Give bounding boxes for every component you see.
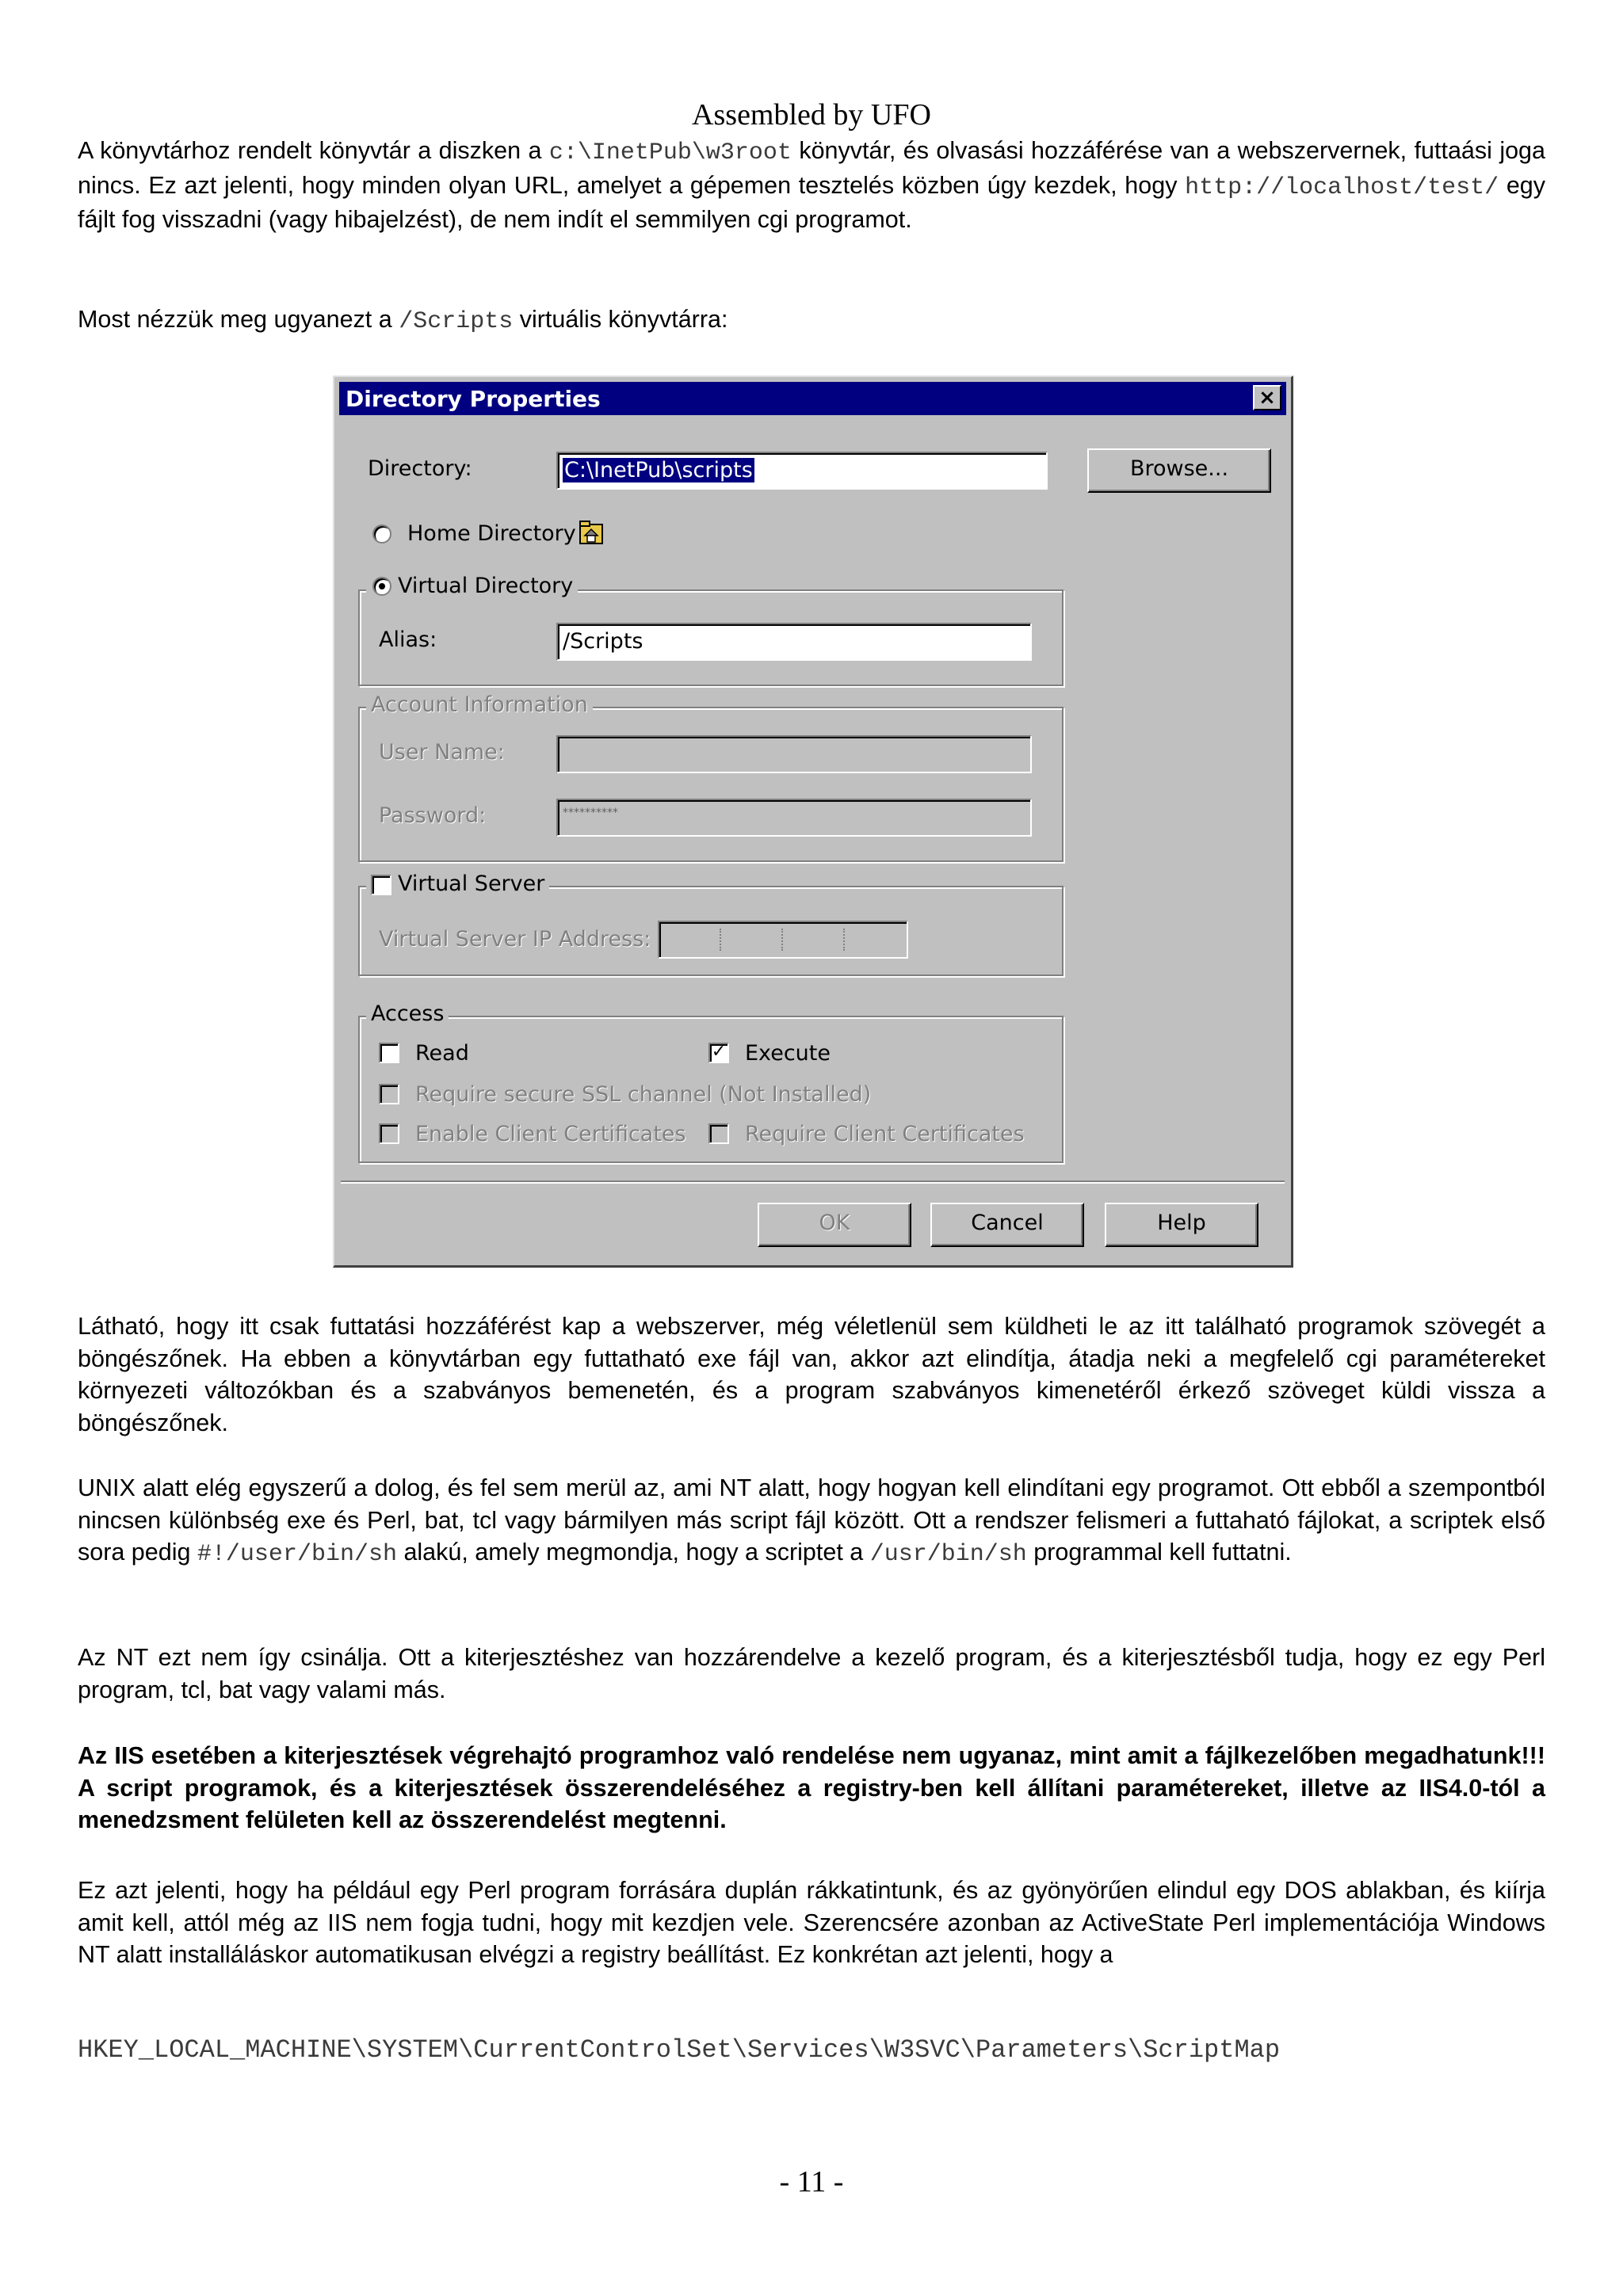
dialog-title: Directory Properties xyxy=(346,386,601,412)
cancel-button[interactable]: Cancel xyxy=(930,1203,1084,1247)
page-number: - 11 - xyxy=(779,2165,844,2199)
code-url: http://localhost/test/ xyxy=(1185,174,1499,201)
user-name-input xyxy=(556,735,1032,773)
ok-button: OK xyxy=(758,1203,911,1247)
require-client-certs-label: Require Client Certificates xyxy=(745,1122,1025,1146)
directory-value: C:\InetPub\scripts xyxy=(564,458,753,482)
paragraph-1 xyxy=(78,135,1545,236)
virtual-directory-legend xyxy=(366,574,578,598)
code-sh-path: /usr/bin/sh xyxy=(869,1541,1027,1568)
directory-input[interactable] xyxy=(556,452,1048,490)
help-button[interactable]: Help xyxy=(1105,1203,1258,1247)
virtual-server-checkbox[interactable] xyxy=(371,875,391,895)
ip-separator xyxy=(720,929,723,951)
virtual-server-ip-input xyxy=(658,921,908,959)
virtual-server-ip-label: Virtual Server IP Address: xyxy=(379,927,651,952)
paragraph-text: alakú, amely megmondja, hogy a scriptet a xyxy=(396,1539,870,1566)
paragraph-text: UNIX alatt elég egyszerű a dolog, és fel sem merül az, ami NT alatt, hogy hogyan kell elindítani egy programot. Ott ebből a szempontból nincsen különbség exe és Perl, bat, tcl vagy bármilyen más script fájl között. Ott a rendszer felismeri a futtaható fájlokat, a scriptek első sora pedig xyxy=(78,1474,1545,1566)
paragraph-5: Az NT ezt nem így csinálja. Ott a kiterjesztéshez van hozzárendelve a kezelő program, és a kiterjesztésből tudja, hogy ez egy Perl program, tcl, bat vagy valami más. xyxy=(78,1644,1545,1703)
user-name-label: User Name: xyxy=(379,740,505,765)
paragraph-6: Az IIS esetében a kiterjesztések végrehajtó programhoz való rendelése nem ugyanaz, mint amit a fájlkezelőben megadhatunk!!! A script programok, és a kiterjesztések összerendeléséhez a registry-ben kell állítani paramétereket, illetve az IIS4.0-tól a menedzsment felületen kell az összerendelést megtenni. xyxy=(78,1742,1545,1833)
password-label: Password: xyxy=(379,803,487,828)
directory-label-text: Directory: xyxy=(368,456,472,481)
enable-client-certs-checkbox xyxy=(379,1123,399,1144)
virtual-directory-label: Virtual Directory xyxy=(398,574,574,598)
password-input: ********** xyxy=(556,799,1032,837)
require-ssl-checkbox xyxy=(379,1084,399,1104)
dialog-separator xyxy=(341,1180,1285,1184)
radio-selected-dot xyxy=(379,583,385,589)
read-checkbox[interactable] xyxy=(379,1043,399,1063)
paragraph-text: programmal kell futtatni. xyxy=(1026,1539,1292,1566)
paragraph-text: könyvtár, és olvasási hozzáférése van a webszervernek, futtaási joga nincs. Ez azt jelenti, hogy minden olyan URL, amelyet a gépemen tesztelés közben úgy kezdek, hogy xyxy=(78,137,1545,199)
registry-path: HKEY_LOCAL_MACHINE\SYSTEM\CurrentControlSet\Services\W3SVC\Parameters\ScriptMap xyxy=(78,2035,1281,2065)
code-path: c:\InetPub\w3root xyxy=(548,139,792,166)
paragraph-3: Látható, hogy itt csak futtatási hozzáférést kap a webszerver, még véletlenül sem küldheti le az itt található programok szövegét a böngészőnek. Ha ebben a könyvtárban egy futtatható exe fájl van, akkor azt elindítja, átadja neki a megfelelő cgi paramétereket környezeti változókban és a szabványos bemenetén, és a program szabványos kimenetéről érkező szöveget küldi vissza a böngészőnek. xyxy=(78,1313,1545,1436)
require-ssl-label: Require secure SSL channel (Not Installed) xyxy=(415,1082,872,1107)
paragraph-text: Most nézzük meg ugyanezt a xyxy=(78,306,399,333)
account-information-legend: Account Information xyxy=(366,692,593,717)
enable-client-certs-label: Enable Client Certificates xyxy=(415,1122,686,1146)
virtual-server-legend xyxy=(366,871,549,896)
ip-separator xyxy=(843,929,846,951)
home-directory-radio[interactable] xyxy=(372,524,391,543)
directory-properties-dialog xyxy=(333,376,1293,1268)
account-information-group xyxy=(358,707,1064,862)
dialog-titlebar xyxy=(339,382,1286,415)
code-scripts: /Scripts xyxy=(399,308,514,335)
alias-label: Alias: xyxy=(379,627,437,652)
directory-label xyxy=(368,456,472,481)
paragraph-text: egy fájlt fog visszadni (vagy hibajelzést), de nem indít el semmilyen cgi programot. xyxy=(78,171,1545,233)
paragraph-2 xyxy=(78,303,1545,338)
virtual-server-label: Virtual Server xyxy=(398,871,545,896)
execute-label: Execute xyxy=(745,1041,831,1066)
close-button[interactable]: × xyxy=(1253,385,1281,410)
page-header: Assembled by UFO xyxy=(692,98,931,132)
execute-checkbox[interactable]: ✓ xyxy=(708,1043,729,1063)
paragraph-7: Ez azt jelenti, hogy ha például egy Perl program forrására duplán rákkatintunk, és az gyönyörűen elindul egy DOS ablakban, és kiírja amit kell, attól még az IIS nem fogja tudni, hogy mit kezdjen vele. Szerencsére azonban az ActiveState Perl implementációja Windows NT alatt installáláskor automatikusan elvégzi a registry beállítást. Ez konkrétan azt jelenti, hogy a xyxy=(78,1877,1545,1968)
virtual-directory-radio[interactable] xyxy=(372,577,391,596)
home-directory-label: Home Directory xyxy=(407,521,576,546)
paragraph-text: virtuális könyvtárra: xyxy=(513,306,728,333)
access-legend: Access xyxy=(366,1001,449,1026)
browse-button[interactable]: Browse... xyxy=(1087,448,1271,493)
read-label: Read xyxy=(415,1041,469,1066)
code-shebang: #!/user/bin/sh xyxy=(197,1541,397,1568)
alias-input[interactable]: /Scripts xyxy=(556,623,1032,661)
paragraph-4 xyxy=(78,1472,1545,1571)
paragraph-text: A könyvtárhoz rendelt könyvtár a diszken a xyxy=(78,137,549,164)
require-client-certs-checkbox xyxy=(708,1123,729,1144)
ip-separator xyxy=(781,929,785,951)
home-directory-icon xyxy=(577,518,605,547)
